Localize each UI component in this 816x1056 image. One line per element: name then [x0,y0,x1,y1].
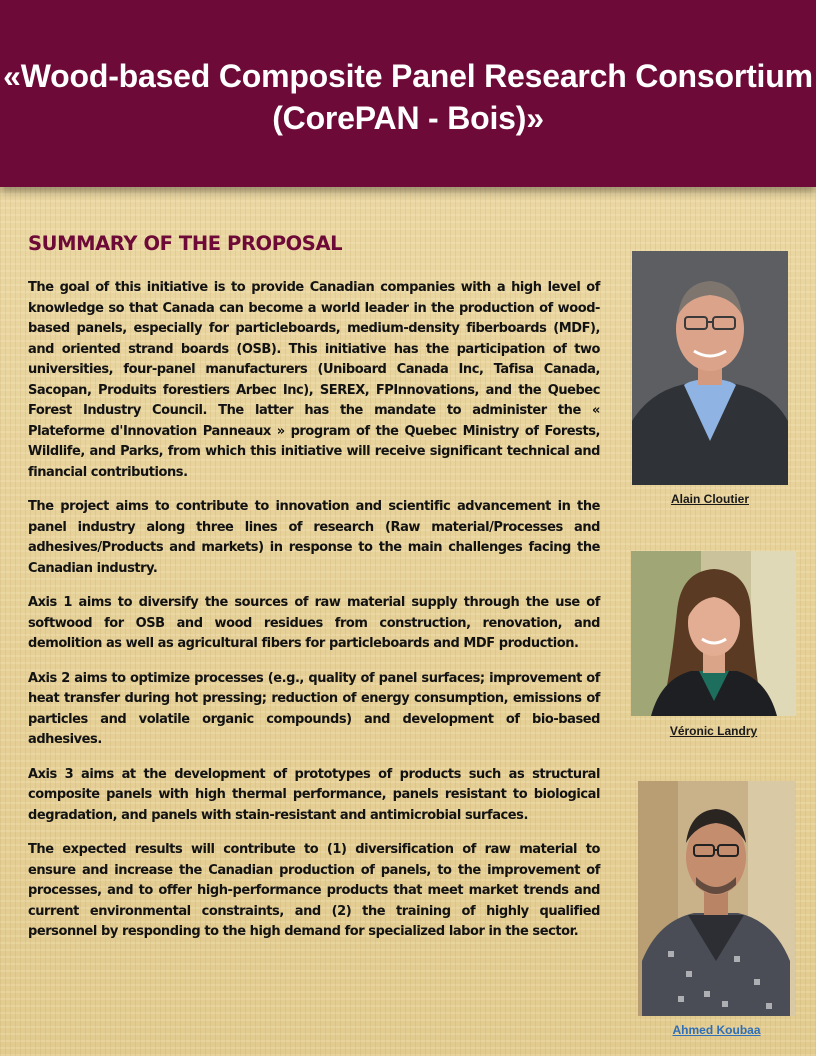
paragraph-axis-2: Axis 2 aims to optimize processes (e.g., quality of panel surfaces; improvement of heat transfer during hot pressing; reduction of energy consumption, emissions of particles and volatile organic compounds) and development of bio-based adhesives. [28,670,600,747]
portrait-photo-2 [631,551,796,716]
paragraph-project-aims: The project aims to contribute to innovation and scientific advancement in the panel industry along three lines of research (Raw material/Processes and adhesives/Products and markets) in response to the main challenges facing the Canadian industry. [28,499,600,576]
page-title-line-2: (CorePAN - Bois)» [272,99,544,136]
portrait-caption-1: Alain Cloutier [670,492,749,506]
portrait-caption-2: Véronic Landry [669,724,758,738]
title-banner [0,0,816,187]
section-heading: SUMMARY OF THE PROPOSAL [28,232,343,255]
portrait-caption-3[interactable]: Ahmed Koubaa [672,1023,761,1037]
paragraph-expected-results: The expected results will contribute to (1) diversification of raw material to ensure and increase the Canadian production of panels, to the improvement of processes, and to offer high-performance products that meet market trends and current environmental constraints, and (2) the training of highly qualified personnel by responding to the high demand for specialized labor in the sector. [28,842,600,939]
paragraph-axis-3: Axis 3 aims at the development of prototypes of products such as structural composite panels with high thermal performance, panels resistant to biological degradation, and panels with stain-resistant and antimicrobial surfaces. [28,766,600,823]
paragraph-goal: The goal of this initiative is to provide Canadian companies with a high level of knowledge so that Canada can become a world leader in the production of wood-based panels, especially for particleboards, medium-density fiberboards (MDF), and oriented strand boards (OSB). This initiative has the participation of two universities, four-panel manufacturers (Uniboard Canada Inc, Tafisa Canada, Sacopan, Produits forestiers Arbec Inc), SEREX, FPInnovations, and the Quebec Forest Industry Council. The latter has the mandate to administer the « Plateforme d'Innovation Panneaux » program of the Quebec Ministry of Forests, Wildlife, and Parks, from which this initiative will receive significant technical and financial contributions. [28,280,600,480]
portrait-photo-1 [632,251,788,485]
portrait-photo-3 [638,781,795,1016]
summary-body [28,278,600,957]
page-title-line-1: «Wood-based Composite Panel Research Consortium [3,57,813,94]
paragraph-axis-1: Axis 1 aims to diversify the sources of raw material supply through the use of softwood for OSB and wood residues from construction, renovation, and demolition as well as agricultural fibers for particleboards and MDF production. [28,595,600,651]
